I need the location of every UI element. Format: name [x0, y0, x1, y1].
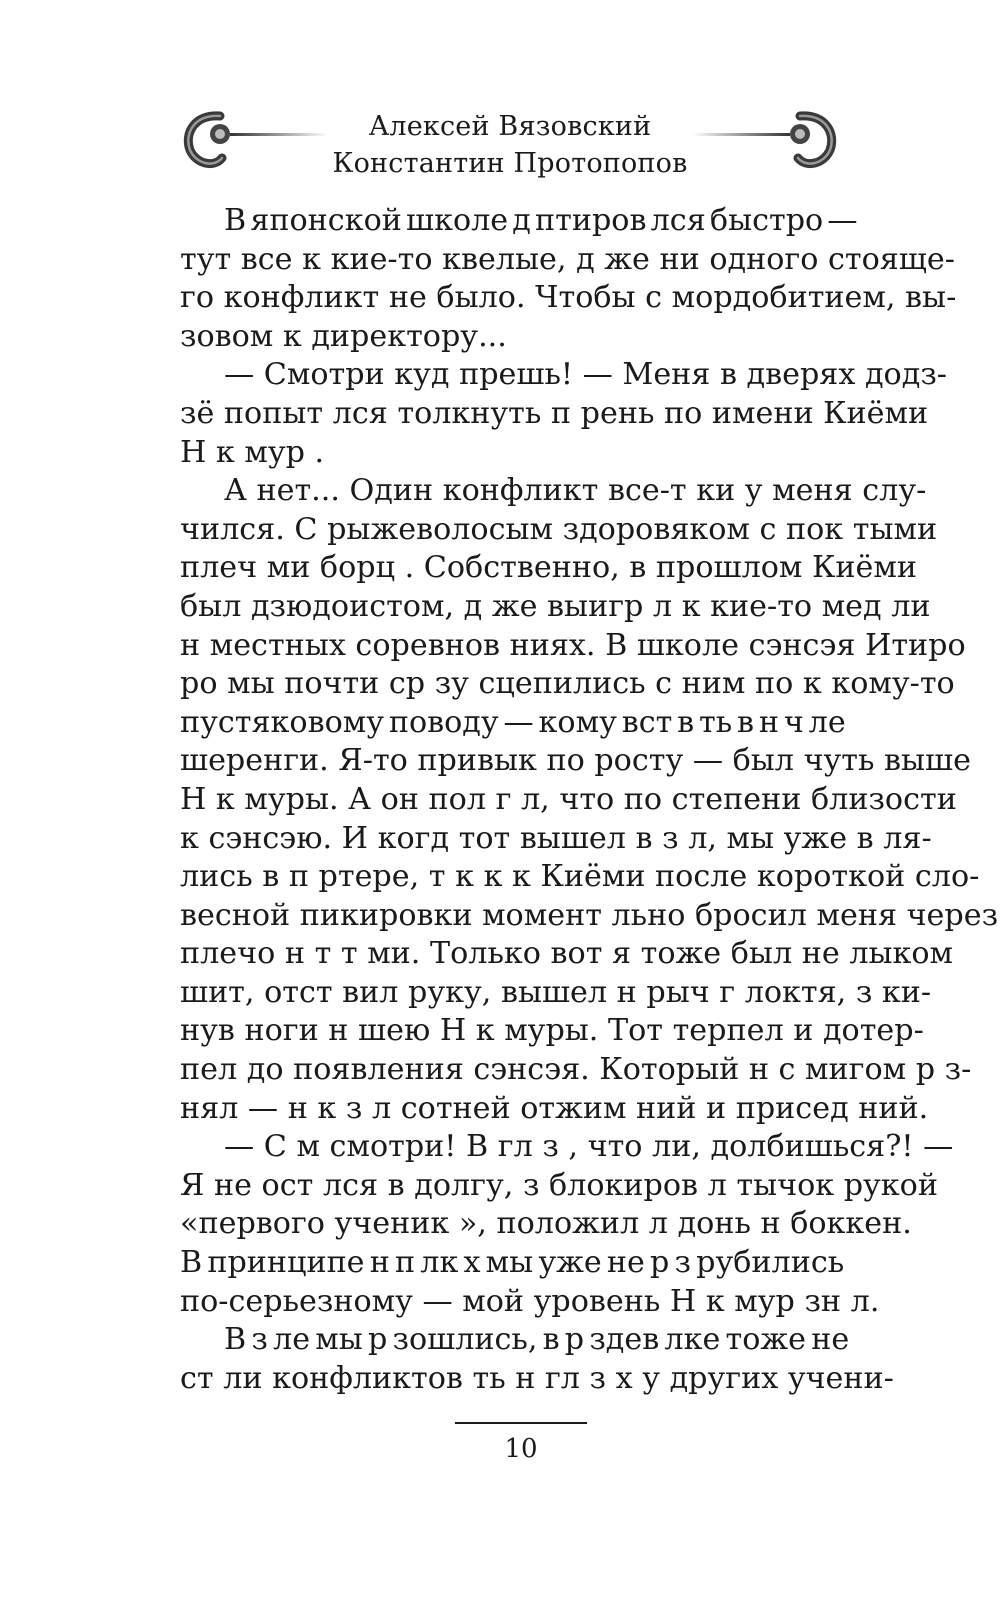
text-line: шит, отст вил руку, вышел н рыч г локтя, з ки- — [180, 974, 932, 1010]
body-text — [180, 202, 999, 1398]
text-line: «первого ученик », положил л донь н боккен. — [180, 1206, 912, 1242]
text-line: зовом к директору... — [180, 318, 507, 354]
text-line: зё попыт лся толкнуть п рень по имени Киёми — [180, 395, 929, 431]
text-line: н местных соревнов ниях. В школе сэнсэя Итиро — [180, 627, 966, 663]
text-line: по-серьезному — мой уровень Н к мур зн л. — [180, 1283, 880, 1319]
text-line: ро мы почти ср зу сцепились с ним по к кому-то — [180, 666, 955, 702]
text-line: плечо н т т ми. Только вот я тоже был не лыком — [180, 936, 954, 972]
text-line: — Смотри куд прешь! — Меня в дверях додз- — [224, 357, 947, 393]
text-line: весной пикировки момент льно бросил меня через — [180, 897, 999, 933]
text-line: плеч ми борц . Собственно, в прошлом Киёми — [180, 550, 917, 586]
text-line: ст ли конфликтов ть н гл з х у других учени- — [180, 1360, 894, 1396]
swirl-ornament-icon — [690, 106, 840, 176]
text-line: тут все к кие-то квелые, д же ни одного стояще- — [180, 241, 955, 277]
text-line: был дзюдоистом, д же выигр л к кие-то мед ли — [180, 588, 931, 624]
text-line: Н к мур . — [180, 434, 325, 470]
footer-rule — [455, 1422, 587, 1424]
text-line: лись в п ртере, т к к к Киёми после короткой сло- — [180, 859, 980, 895]
text-line: чился. С рыжеволосым здоровяком с пок тыми — [180, 511, 938, 547]
text-line: нув ноги н шею Н к муры. Тот терпел и дотер- — [180, 1013, 924, 1049]
text-line: В японской школе д птиров лся быстро — — [224, 203, 858, 238]
text-line: пустяковому поводу — кому вст в ть в н ч ле — [180, 704, 846, 740]
text-line: шеренги. Я-то привык по росту — был чуть выше — [180, 743, 971, 779]
page-number: 10 — [504, 1434, 538, 1464]
text-line: пел до появления сэнсэя. Который н с мигом р з- — [180, 1052, 972, 1088]
text-line: В принципе н п лк х мы уже не р з рубились — [180, 1245, 845, 1281]
text-line: го конфликт не было. Чтобы с мордобитием, вы- — [180, 280, 957, 316]
text-line: Я не ост лся в долгу, з блокиров л тычок рукой — [180, 1167, 938, 1203]
text-line: А нет... Один конфликт все-т ки у меня слу- — [224, 473, 927, 509]
text-line: нял — н к з л сотней отжим ний и присед ний. — [180, 1090, 929, 1126]
author-name: Константин Протопопов — [332, 148, 688, 179]
text-line: — С м смотри! В гл з , что ли, долбишься?! — — [224, 1129, 954, 1165]
author-name: Алексей Вязовский — [368, 111, 652, 142]
text-line: Н к муры. А он пол г л, что по степени близости — [180, 781, 957, 817]
text-line: к сэнсэю. И когд тот вышел в з л, мы уже в ля- — [180, 820, 932, 856]
text-line: В з ле мы р зошлись, в р здев лке тоже не — [224, 1322, 850, 1358]
running-header — [180, 100, 840, 190]
